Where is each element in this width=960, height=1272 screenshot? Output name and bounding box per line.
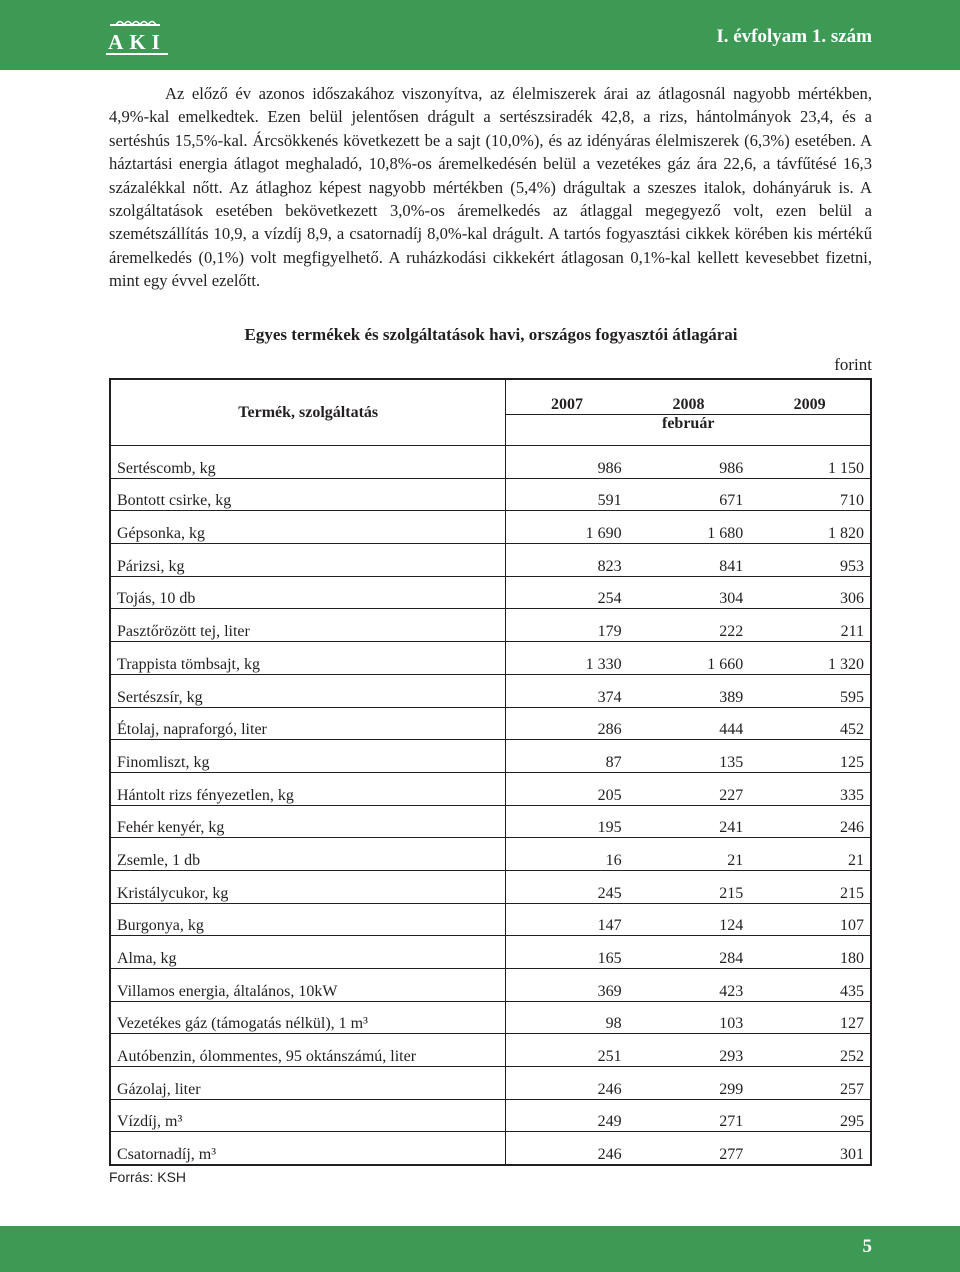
value-2007: 286 bbox=[506, 707, 628, 740]
table-row bbox=[110, 903, 871, 936]
price-table bbox=[109, 378, 872, 1166]
row-name: Vezetékes gáz (támogatás nélkül), 1 m³ bbox=[110, 1001, 506, 1034]
header-year-2007: 2007 bbox=[506, 379, 628, 415]
value-2008: 299 bbox=[628, 1067, 750, 1100]
table-row bbox=[110, 838, 871, 871]
value-2007: 369 bbox=[506, 969, 628, 1002]
value-2007: 1 690 bbox=[506, 511, 628, 544]
value-2009: 180 bbox=[749, 936, 871, 969]
value-2007: 823 bbox=[506, 544, 628, 577]
value-2007: 165 bbox=[506, 936, 628, 969]
value-2008: 241 bbox=[628, 805, 750, 838]
row-name: Alma, kg bbox=[110, 936, 506, 969]
row-name: Autóbenzin, ólommentes, 95 oktánszámú, liter bbox=[110, 1034, 506, 1067]
table-row bbox=[110, 936, 871, 969]
value-2008: 841 bbox=[628, 544, 750, 577]
value-2007: 245 bbox=[506, 870, 628, 903]
table-row bbox=[110, 446, 871, 479]
value-2008: 271 bbox=[628, 1099, 750, 1132]
row-name: Bontott csirke, kg bbox=[110, 478, 506, 511]
value-2007: 254 bbox=[506, 576, 628, 609]
header-band bbox=[0, 0, 960, 70]
row-name: Finomliszt, kg bbox=[110, 740, 506, 773]
row-name: Párizsi, kg bbox=[110, 544, 506, 577]
value-2007: 591 bbox=[506, 478, 628, 511]
value-2008: 444 bbox=[628, 707, 750, 740]
table-row bbox=[110, 511, 871, 544]
row-name: Fehér kenyér, kg bbox=[110, 805, 506, 838]
footer-band bbox=[0, 1226, 960, 1272]
issue-label: I. évfolyam 1. szám bbox=[716, 26, 872, 47]
table-body bbox=[110, 446, 871, 1166]
value-2007: 1 330 bbox=[506, 642, 628, 675]
table-row bbox=[110, 609, 871, 642]
header-year-2008: 2008 bbox=[628, 379, 750, 415]
row-name: Trappista tömbsajt, kg bbox=[110, 642, 506, 675]
value-2009: 257 bbox=[749, 1067, 871, 1100]
value-2009: 295 bbox=[749, 1099, 871, 1132]
table-row bbox=[110, 740, 871, 773]
value-2009: 435 bbox=[749, 969, 871, 1002]
row-name: Kristálycukor, kg bbox=[110, 870, 506, 903]
row-name: Hántolt rizs fényezetlen, kg bbox=[110, 772, 506, 805]
table-row bbox=[110, 544, 871, 577]
value-2009: 127 bbox=[749, 1001, 871, 1034]
page-number: 5 bbox=[862, 1236, 872, 1257]
row-name: Sertéscomb, kg bbox=[110, 446, 506, 479]
table-row bbox=[110, 969, 871, 1002]
value-2008: 135 bbox=[628, 740, 750, 773]
row-name: Étolaj, napraforgó, liter bbox=[110, 707, 506, 740]
row-name: Vízdíj, m³ bbox=[110, 1099, 506, 1132]
table-row bbox=[110, 642, 871, 675]
value-2009: 301 bbox=[749, 1132, 871, 1165]
value-2007: 251 bbox=[506, 1034, 628, 1067]
body-paragraph: Az előző év azonos időszakához viszonyítva, az élelmiszerek árai az átlagosnál nagyobb mértékben, 4,9%-kal emelkedtek. Ezen belül jelentősen drágult a sertészsiradék 42,8, a rizs, hántolmányok 23,4, és a sertéshús 15,5%-kal. Árcsökkenés következett be a sajt (10,0%), és az idényáras élelmiszerek (6,3%) esetében. A háztartási energia átlagot meghaladó, 10,8%-os áremelkedésén belül a vezetékes gáz ára 22,6, a távfűtésé 16,3 százalékkal nőtt. Az átlaghoz képest nagyobb mértékben (5,4%) drágultak a szeszes italok, dohányáruk is. A szolgáltatások esetében bekövetkezett 3,0%-os áremelkedés az átlaggal megegyező volt, ezen belül a szemétszállítás 10,9, a vízdíj 8,9, a csatornadíj 8,0%-kal drágult. A tartós fogyasztási cikkek körében kis mértékű áremelkedés (0,1%) volt megfigyelhető. A ruházkodási cikkekért átlagosan 0,1%-kal kellett kevesebbet fizetni, mint egy évvel ezelőtt. bbox=[109, 84, 872, 291]
row-name: Zsemle, 1 db bbox=[110, 838, 506, 871]
value-2009: 953 bbox=[749, 544, 871, 577]
row-name: Villamos energia, általános, 10kW bbox=[110, 969, 506, 1002]
table-row bbox=[110, 870, 871, 903]
table-row bbox=[110, 1034, 871, 1067]
table-row bbox=[110, 478, 871, 511]
value-2007: 246 bbox=[506, 1132, 628, 1165]
value-2009: 211 bbox=[749, 609, 871, 642]
row-name: Burgonya, kg bbox=[110, 903, 506, 936]
table-row bbox=[110, 576, 871, 609]
value-2008: 21 bbox=[628, 838, 750, 871]
value-2007: 16 bbox=[506, 838, 628, 871]
table-row bbox=[110, 805, 871, 838]
value-2009: 595 bbox=[749, 674, 871, 707]
value-2008: 215 bbox=[628, 870, 750, 903]
value-2009: 710 bbox=[749, 478, 871, 511]
header-year-2009: 2009 bbox=[749, 379, 871, 415]
value-2008: 671 bbox=[628, 478, 750, 511]
value-2009: 452 bbox=[749, 707, 871, 740]
value-2007: 179 bbox=[506, 609, 628, 642]
row-name: Csatornadíj, m³ bbox=[110, 1132, 506, 1165]
value-2008: 986 bbox=[628, 446, 750, 479]
value-2009: 1 150 bbox=[749, 446, 871, 479]
value-2007: 98 bbox=[506, 1001, 628, 1034]
aki-logo bbox=[102, 12, 172, 62]
table-row bbox=[110, 1132, 871, 1165]
value-2007: 195 bbox=[506, 805, 628, 838]
row-name: Tojás, 10 db bbox=[110, 576, 506, 609]
value-2009: 252 bbox=[749, 1034, 871, 1067]
value-2007: 205 bbox=[506, 772, 628, 805]
header-product: Termék, szolgáltatás bbox=[110, 379, 506, 446]
value-2009: 335 bbox=[749, 772, 871, 805]
row-name: Sertészsír, kg bbox=[110, 674, 506, 707]
value-2007: 374 bbox=[506, 674, 628, 707]
value-2007: 246 bbox=[506, 1067, 628, 1100]
value-2008: 124 bbox=[628, 903, 750, 936]
table-row bbox=[110, 674, 871, 707]
value-2008: 227 bbox=[628, 772, 750, 805]
value-2008: 103 bbox=[628, 1001, 750, 1034]
value-2008: 293 bbox=[628, 1034, 750, 1067]
row-name: Pasztőrözött tej, liter bbox=[110, 609, 506, 642]
value-2008: 277 bbox=[628, 1132, 750, 1165]
table-unit: forint bbox=[834, 355, 872, 374]
value-2009: 246 bbox=[749, 805, 871, 838]
value-2009: 306 bbox=[749, 576, 871, 609]
value-2007: 249 bbox=[506, 1099, 628, 1132]
value-2007: 87 bbox=[506, 740, 628, 773]
value-2009: 107 bbox=[749, 903, 871, 936]
value-2008: 423 bbox=[628, 969, 750, 1002]
table-row bbox=[110, 1067, 871, 1100]
value-2008: 304 bbox=[628, 576, 750, 609]
source-note: Forrás: KSH bbox=[109, 1169, 187, 1185]
row-name: Gázolaj, liter bbox=[110, 1067, 506, 1100]
value-2008: 1 680 bbox=[628, 511, 750, 544]
logo-text: AKI bbox=[108, 30, 166, 54]
table-row bbox=[110, 707, 871, 740]
value-2007: 986 bbox=[506, 446, 628, 479]
value-2007: 147 bbox=[506, 903, 628, 936]
table-title: Egyes termékek és szolgáltatások havi, országos fogyasztói átlagárai bbox=[244, 325, 738, 344]
value-2009: 1 320 bbox=[749, 642, 871, 675]
value-2009: 1 820 bbox=[749, 511, 871, 544]
table-row bbox=[110, 772, 871, 805]
value-2008: 284 bbox=[628, 936, 750, 969]
table-row bbox=[110, 1099, 871, 1132]
header-month: február bbox=[506, 415, 871, 446]
value-2009: 215 bbox=[749, 870, 871, 903]
value-2008: 389 bbox=[628, 674, 750, 707]
value-2008: 1 660 bbox=[628, 642, 750, 675]
value-2009: 125 bbox=[749, 740, 871, 773]
row-name: Gépsonka, kg bbox=[110, 511, 506, 544]
table-row bbox=[110, 1001, 871, 1034]
value-2009: 21 bbox=[749, 838, 871, 871]
value-2008: 222 bbox=[628, 609, 750, 642]
